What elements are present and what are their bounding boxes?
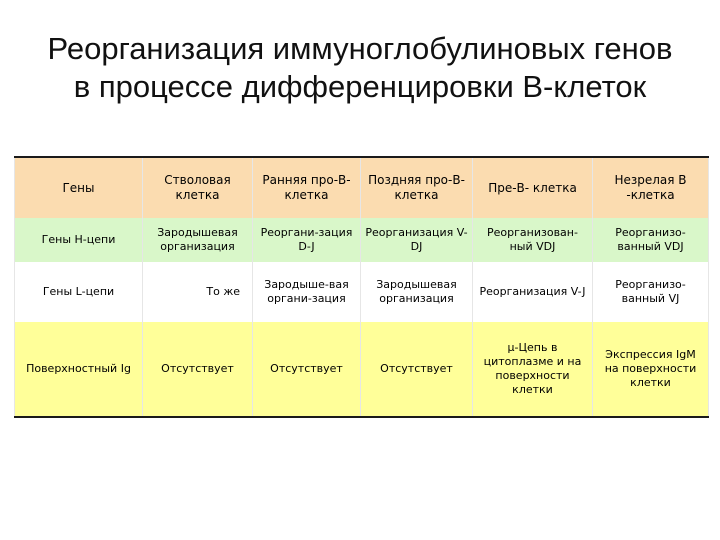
gene-reorganization-table [14, 156, 709, 418]
cell-surface-label: Поверхностный Ig [15, 322, 143, 417]
cell-heavy-early-pro-b: Реоргани-зация D-J [253, 218, 361, 262]
table-row-surface-ig [15, 322, 709, 417]
cell-heavy-stem: Зародышевая организация [143, 218, 253, 262]
header-early-pro-b: Ранняя про-В-клетка [253, 157, 361, 218]
cell-surface-late-pro-b: Отсутствует [361, 322, 473, 417]
cell-surface-stem: Отсутствует [143, 322, 253, 417]
cell-light-stem: То же [143, 262, 253, 322]
header-stem-cell: Стволовая клетка [143, 157, 253, 218]
table-header-row [15, 157, 709, 218]
cell-light-pre-b: Реорганизация V-J [473, 262, 593, 322]
title-line-2: в процессе дифференцировки В-клеток [73, 69, 647, 104]
cell-heavy-pre-b: Реорганизован-ный VDJ [473, 218, 593, 262]
cell-light-early-pro-b: Зародыше-вая органи-зация [253, 262, 361, 322]
cell-surface-immature-b: Экспрессия IgM на поверхности клетки [593, 322, 709, 417]
cell-light-late-pro-b: Зародышевая организация [361, 262, 473, 322]
cell-surface-early-pro-b: Отсутствует [253, 322, 361, 417]
cell-heavy-late-pro-b: Реорганизация V-DJ [361, 218, 473, 262]
header-genes: Гены [15, 157, 143, 218]
cell-heavy-immature-b: Реорганизо-ванный VDJ [593, 218, 709, 262]
cell-light-label: Гены L-цепи [15, 262, 143, 322]
cell-heavy-label: Гены Н-цепи [15, 218, 143, 262]
slide-title [0, 30, 720, 106]
header-pre-b: Пре-В- клетка [473, 157, 593, 218]
header-immature-b: Незрелая В -клетка [593, 157, 709, 218]
cell-light-immature-b: Реорганизо-ванный VJ [593, 262, 709, 322]
title-line-1: Реорганизация иммуноглобулиновых генов [47, 31, 673, 66]
table-row-heavy-chain [15, 218, 709, 262]
cell-surface-pre-b: µ-Цепь в цитоплазме и на поверхности клетки [473, 322, 593, 417]
header-late-pro-b: Поздняя про-В-клетка [361, 157, 473, 218]
table-row-light-chain [15, 262, 709, 322]
